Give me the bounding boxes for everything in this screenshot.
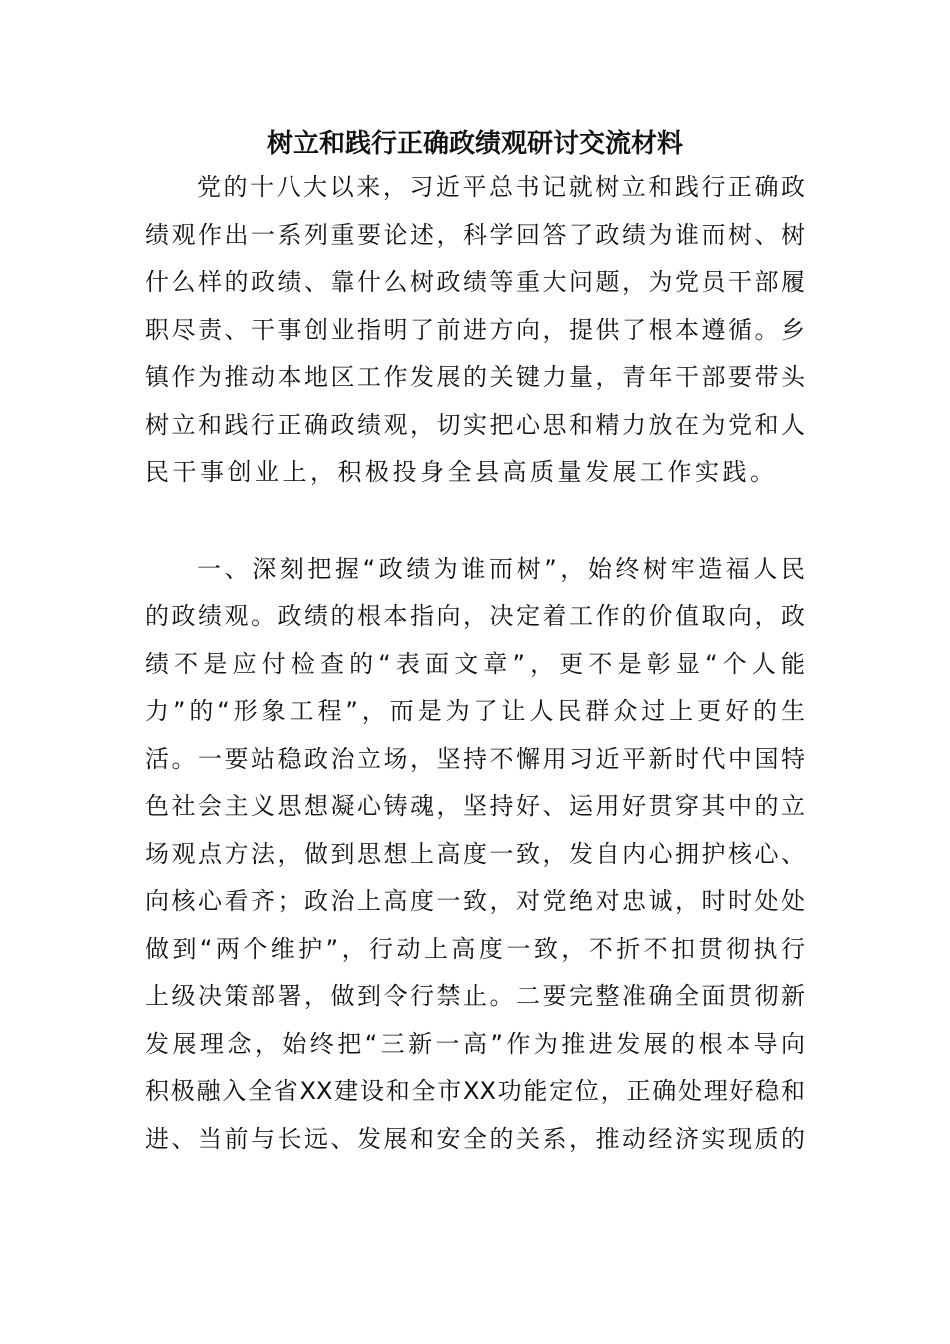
text-line: 树立和践行正确政绩观，切实把心思和精力放在为党和人 <box>145 410 805 439</box>
text-line: 积极融入全省XX建设和全市XX功能定位，正确处理好稳和 <box>145 1077 805 1105</box>
document-page <box>145 0 805 1163</box>
text-line: 绩不是应付检查的“表面文章”，更不是彰显“个人能 <box>145 649 805 678</box>
text-line: 发展理念，始终把“三新一高”作为推进发展的根本导向 <box>145 1029 805 1058</box>
text-line: 向核心看齐；政治上高度一致，对党绝对忠诚，时时处处 <box>145 887 805 915</box>
text-line: 一、深刻把握“政绩为谁而树”，始终树牢造福人民 <box>197 554 805 583</box>
text-line: 活。一要站稳政治立场，坚持不懈用习近平新时代中国特 <box>145 744 805 773</box>
text-line: 上级决策部署，做到令行禁止。二要完整准确全面贯彻新 <box>145 982 805 1010</box>
text-line: 做到“两个维护”，行动上高度一致，不折不扣贯彻执行 <box>145 934 805 963</box>
document-title: 树立和践行正确政绩观研讨交流材料 <box>266 129 683 159</box>
text-line: 进、当前与长远、发展和安全的关系，推动经济实现质的 <box>145 1124 805 1153</box>
text-line: 的政绩观。政绩的根本指向，决定着工作的价值取向，政 <box>145 602 805 630</box>
text-line: 党的十八大以来，习近平总书记就树立和践行正确政 <box>197 173 805 201</box>
text-line: 镇作为推动本地区工作发展的关键力量，青年干部要带头 <box>145 363 805 391</box>
intro-paragraph <box>145 164 805 497</box>
text-line: 力”的“形象工程”，而是为了让人民群众过上更好的生 <box>145 697 805 725</box>
text-line: 职尽责、干事创业指明了前进方向，提供了根本遵循。乡 <box>145 315 805 344</box>
text-line: 色社会主义思想凝心铸魂，坚持好、运用好贯穿其中的立 <box>145 792 805 820</box>
section-one-paragraph <box>145 546 805 1164</box>
text-line: 什么样的政绩、靠什么树政绩等重大问题，为党员干部履 <box>145 268 805 296</box>
text-line: 场观点方法，做到思想上高度一致，发自内心拥护核心、 <box>145 839 805 868</box>
text-line: 绩观作出一系列重要论述，科学回答了政绩为谁而树、树 <box>145 220 805 249</box>
text-line: 民干事创业上，积极投身全县高质量发展工作实践。 <box>145 458 778 486</box>
